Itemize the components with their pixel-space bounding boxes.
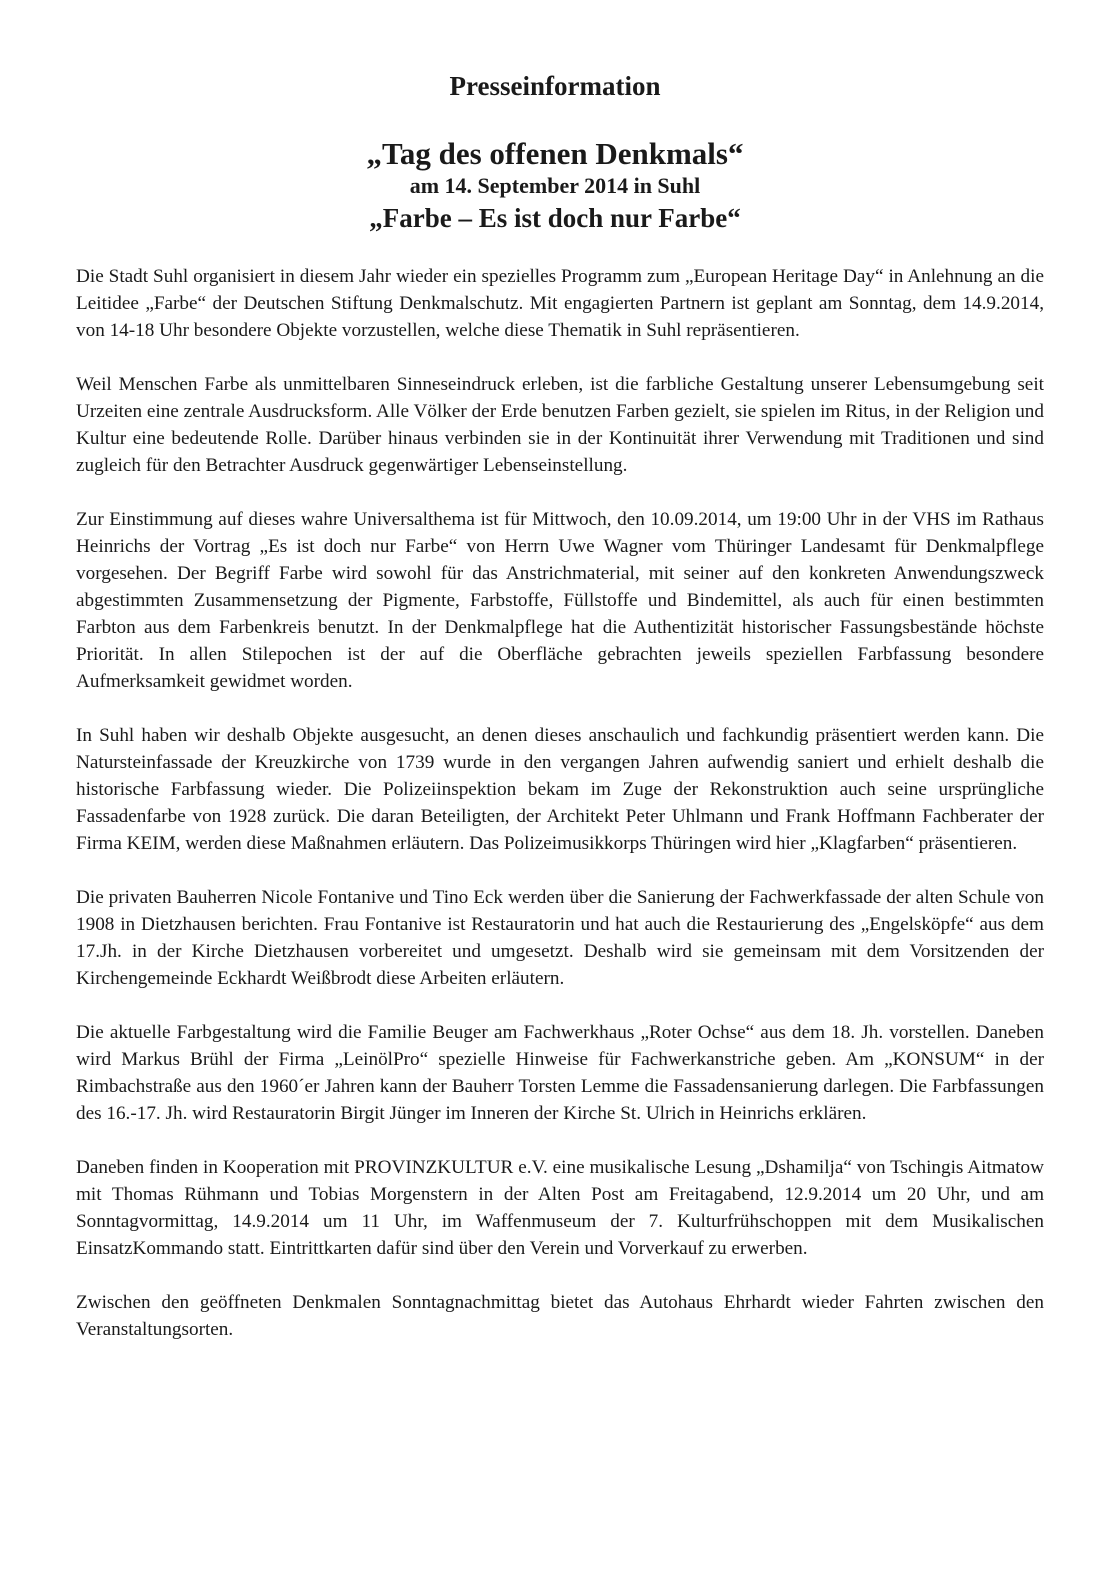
paragraph-2: Weil Menschen Farbe als unmittelbaren Sinneseindruck erleben, ist die farbliche Gestaltung unserer Lebensumgebung seit Urzeiten eine zentrale Ausdrucksform. Alle Völker der Erde benutzen Farben gezielt, sie spielen im Ritus, in der Religion und Kultur eine bedeutende Rolle. Darüber hinaus verbinden sie in der Kontinuität ihrer Verwendung mit Traditionen und sind zugleich für den Betrachter Ausdruck gegenwärtiger Lebenseinstellung. (76, 374, 1044, 476)
document-body (76, 263, 1044, 1343)
document-title: „Tag des offenen Denkmals“ (366, 136, 744, 171)
paragraph-7: Daneben finden in Kooperation mit PROVINZKULTUR e.V. eine musikalische Lesung „Dshamilja“ von Tschingis Aitmatow mit Thomas Rühmann und Tobias Morgenstern in der Alten Post am Freitagabend, 12.9.2014 um 20 Uhr, und am Sonntagvormittag, 14.9.2014 um 11 Uhr, im Waffenmuseum der 7. Kulturfrühschoppen mit dem Musikalischen EinsatzKommando statt. Eintrittkarten dafür sind über den Verein und Vorverkauf zu erwerben. (76, 1157, 1044, 1259)
paragraph-1: Die Stadt Suhl organisiert in diesem Jahr wieder ein spezielles Programm zum „European Heritage Day“ in Anlehnung an die Leitidee „Farbe“ der Deutschen Stiftung Denkmalschutz. Mit engagierten Partnern ist geplant am Sonntag, dem 14.9.2014, von 14-18 Uhr besondere Objekte vorzustellen, welche diese Thematik in Suhl repräsentieren. (76, 266, 1044, 341)
paragraph-4: In Suhl haben wir deshalb Objekte ausgesucht, an denen dieses anschaulich und fachkundig präsentiert werden kann. Die Natursteinfassade der Kreuzkirche von 1739 wurde in den vergangen Jahren aufwendig saniert und erhielt deshalb die historische Farbfassung wieder. Die Polizeiinspektion bekam im Zuge der Rekonstruktion auch seine ursprüngliche Fassadenfarbe von 1928 zurück. Die daran Beteiligten, der Architekt Peter Uhlmann und Frank Hoffmann Fachberater der Firma KEIM, werden diese Maßnahmen erläutern. Das Polizeimusikkorps Thüringen wird hier „Klagfarben“ präsentieren. (76, 725, 1044, 854)
document-date-line: am 14. September 2014 in Suhl (409, 173, 701, 198)
paragraph-6: Die aktuelle Farbgestaltung wird die Familie Beuger am Fachwerkhaus „Roter Ochse“ aus dem 18. Jh. vorstellen. Daneben wird Markus Brühl der Firma „LeinölPro“ spezielle Hinweise für Fachwerkanstriche geben. Am „KONSUM“ in der Rimbachstraße aus den 1960´er Jahren kann der Bauherr Torsten Lemme die Fassadensanierung darlegen. Die Farbfassungen des 16.-17. Jh. wird Restauratorin Birgit Jünger im Inneren der Kirche St. Ulrich in Heinrichs erklären. (76, 1022, 1044, 1124)
paragraph-8: Zwischen den geöffneten Denkmalen Sonntagnachmittag bietet das Autohaus Ehrhardt wieder Fahrten zwischen den Veranstaltungsorten. (76, 1292, 1044, 1340)
document-motto: „Farbe – Es ist doch nur Farbe“ (369, 203, 741, 233)
paragraph-3: Zur Einstimmung auf dieses wahre Universalthema ist für Mittwoch, den 10.09.2014, um 19:00 Uhr in der VHS im Rathaus Heinrichs der Vortrag „Es ist doch nur Farbe“ von Herrn Uwe Wagner vom Thüringer Landesamt für Denkmalpflege vorgesehen. Der Begriff Farbe wird sowohl für das Anstrichmaterial, mit seiner auf den konkreten Anwendungszweck abgestimmten Zusammensetzung der Pigmente, Farbstoffe, Füllstoffe und Bindemittel, als auch für einen bestimmten Farbton aus dem Farbenkreis benutzt. In der Denkmalpflege hat die Authentizität historischer Fassungsbestände höchste Priorität. In allen Stilepochen ist der auf die Oberfläche gebrachten jeweils speziellen Farbfassung besondere Aufmerksamkeit gewidmet worden. (76, 509, 1044, 692)
document-title-block (0, 135, 1110, 236)
paragraph-5: Die privaten Bauherren Nicole Fontanive und Tino Eck werden über die Sanierung der Fachwerkfassade der alten Schule von 1908 in Dietzhausen berichten. Frau Fontanive ist Restauratorin und hat auch die Restaurierung des „Engelsköpfe“ aus dem 17.Jh. in der Kirche Dietzhausen vorbereitet und umgesetzt. Deshalb wird sie gemeinsam mit dem Vorsitzenden der Kirchengemeinde Eckhardt Weißbrodt diese Arbeiten erläutern. (76, 887, 1044, 989)
document-kicker: Presseinformation (449, 71, 661, 101)
